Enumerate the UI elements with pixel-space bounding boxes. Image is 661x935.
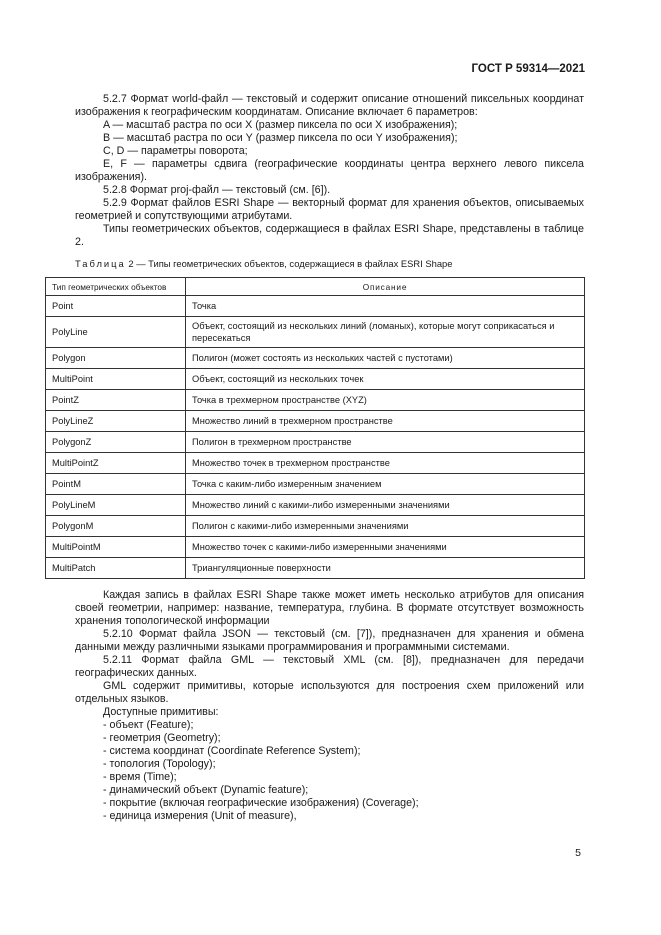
- param-cd: C, D — параметры поворота;: [103, 145, 248, 157]
- list-item: - время (Time);: [103, 771, 177, 783]
- cell-type: PolygonZ: [46, 432, 186, 453]
- cell-type: PolygonM: [46, 516, 186, 537]
- cell-type: PolyLineZ: [46, 411, 186, 432]
- table-caption: [75, 258, 452, 269]
- paragraph-5-2-7: 5.2.7 Формат world-файл — текстовый и содержит описание отношений пиксельных координат изображения к географическим координатам. Описание включает 6 параметров:: [75, 93, 584, 118]
- table-row: [46, 348, 585, 369]
- table-row: [46, 411, 585, 432]
- list-item: - покрытие (включая географические изображения) (Coverage);: [103, 797, 419, 809]
- cell-type: PolyLineM: [46, 495, 186, 516]
- table-row: [46, 432, 585, 453]
- cell-description: Множество точек в трехмерном пространстве: [186, 453, 585, 474]
- table-header-row: [46, 278, 585, 296]
- cell-description: Множество линий с какими-либо измеренными значениями: [186, 495, 585, 516]
- param-b: B — масштаб растра по оси Y (размер пиксела по оси Y изображения);: [103, 132, 458, 144]
- cell-type: PointM: [46, 474, 186, 495]
- table-row: [46, 558, 585, 579]
- table-row: [46, 516, 585, 537]
- standard-header: ГОСТ Р 59314—2021: [471, 63, 585, 75]
- geometry-types-table: [45, 277, 585, 579]
- list-item: - объект (Feature);: [103, 719, 194, 731]
- cell-description: Точка с каким-либо измеренным значением: [186, 474, 585, 495]
- cell-type: MultiPointM: [46, 537, 186, 558]
- cell-type: MultiPatch: [46, 558, 186, 579]
- cell-type: Polygon: [46, 348, 186, 369]
- page-number: 5: [575, 847, 581, 859]
- bottom-text-block: [75, 589, 584, 823]
- cell-description: Множество точек с какими-либо измеренными значениями: [186, 537, 585, 558]
- cell-description: Объект, состоящий из нескольких точек: [186, 369, 585, 390]
- list-item: - топология (Topology);: [103, 758, 216, 770]
- cell-description: Точка в трехмерном пространстве (XYZ): [186, 390, 585, 411]
- cell-description: Точка: [186, 296, 585, 317]
- cell-description: Объект, состоящий из нескольких линий (ломаных), которые могут соприкасаться и пересекаться: [186, 317, 585, 348]
- list-item: - динамический объект (Dynamic feature);: [103, 784, 309, 796]
- cell-type: MultiPointZ: [46, 453, 186, 474]
- table-row: [46, 474, 585, 495]
- esri-attributes-paragraph: Каждая запись в файлах ESRI Shape также может иметь несколько атрибутов для описания своей геометрии, например: название, температура, глубина. В формате отсутствует возможность хранения топологической информации: [75, 589, 584, 627]
- table-row: [46, 495, 585, 516]
- list-item: - единица измерения (Unit of measure),: [103, 810, 297, 822]
- table-caption-text: 2 — Типы геометрических объектов, содержащиеся в файлах ESRI Shape: [128, 258, 453, 269]
- paragraph-5-2-8: 5.2.8 Формат proj-файл — текстовый (см. [6]).: [103, 184, 331, 196]
- paragraph-5-2-9: 5.2.9 Формат файлов ESRI Shape — векторный формат для хранения объектов, описываемых геометрией и сопутствующими атрибутами.: [75, 197, 584, 222]
- table-intro: Типы геометрических объектов, содержащиеся в файлах ESRI Shape, представлены в таблице 2.: [75, 223, 584, 248]
- column-header-description: Описание: [186, 278, 585, 296]
- table-row: [46, 537, 585, 558]
- param-ef: E, F — параметры сдвига (географические координаты центра верхнего левого пиксела изображения).: [75, 158, 584, 183]
- table-caption-label: Таблица: [75, 258, 126, 269]
- list-item: - геометрия (Geometry);: [103, 732, 221, 744]
- cell-description: Триангуляционные поверхности: [186, 558, 585, 579]
- cell-description: Множество линий в трехмерном пространстве: [186, 411, 585, 432]
- param-a: A — масштаб растра по оси X (размер пиксела по оси X изображения);: [103, 119, 458, 131]
- table-row: [46, 390, 585, 411]
- cell-description: Полигон с какими-либо измеренными значениями: [186, 516, 585, 537]
- gml-primitives-paragraph: GML содержит примитивы, которые используются для построения схем приложений или отдельных языков.: [75, 680, 584, 705]
- primitives-heading: Доступные примитивы:: [103, 706, 219, 718]
- table-row: [46, 369, 585, 390]
- top-text-block: [75, 93, 584, 249]
- table-row: [46, 296, 585, 317]
- cell-type: PointZ: [46, 390, 186, 411]
- cell-description: Полигон (может состоять из нескольких частей с пустотами): [186, 348, 585, 369]
- table-row: [46, 317, 585, 348]
- paragraph-5-2-11: 5.2.11 Формат файла GML — текстовый XML (см. [8]), предназначен для передачи географических данных.: [75, 654, 584, 679]
- cell-type: PolyLine: [46, 317, 186, 348]
- cell-type: MultiPoint: [46, 369, 186, 390]
- cell-description: Полигон в трехмерном пространстве: [186, 432, 585, 453]
- list-item: - система координат (Coordinate Reference System);: [103, 745, 361, 757]
- paragraph-5-2-10: 5.2.10 Формат файла JSON — текстовый (см. [7]), предназначен для хранения и обмена данными между различными языками программирования и программными системами.: [75, 628, 584, 653]
- cell-type: Point: [46, 296, 186, 317]
- table-row: [46, 453, 585, 474]
- column-header-type: Тип геометрических объектов: [46, 278, 186, 296]
